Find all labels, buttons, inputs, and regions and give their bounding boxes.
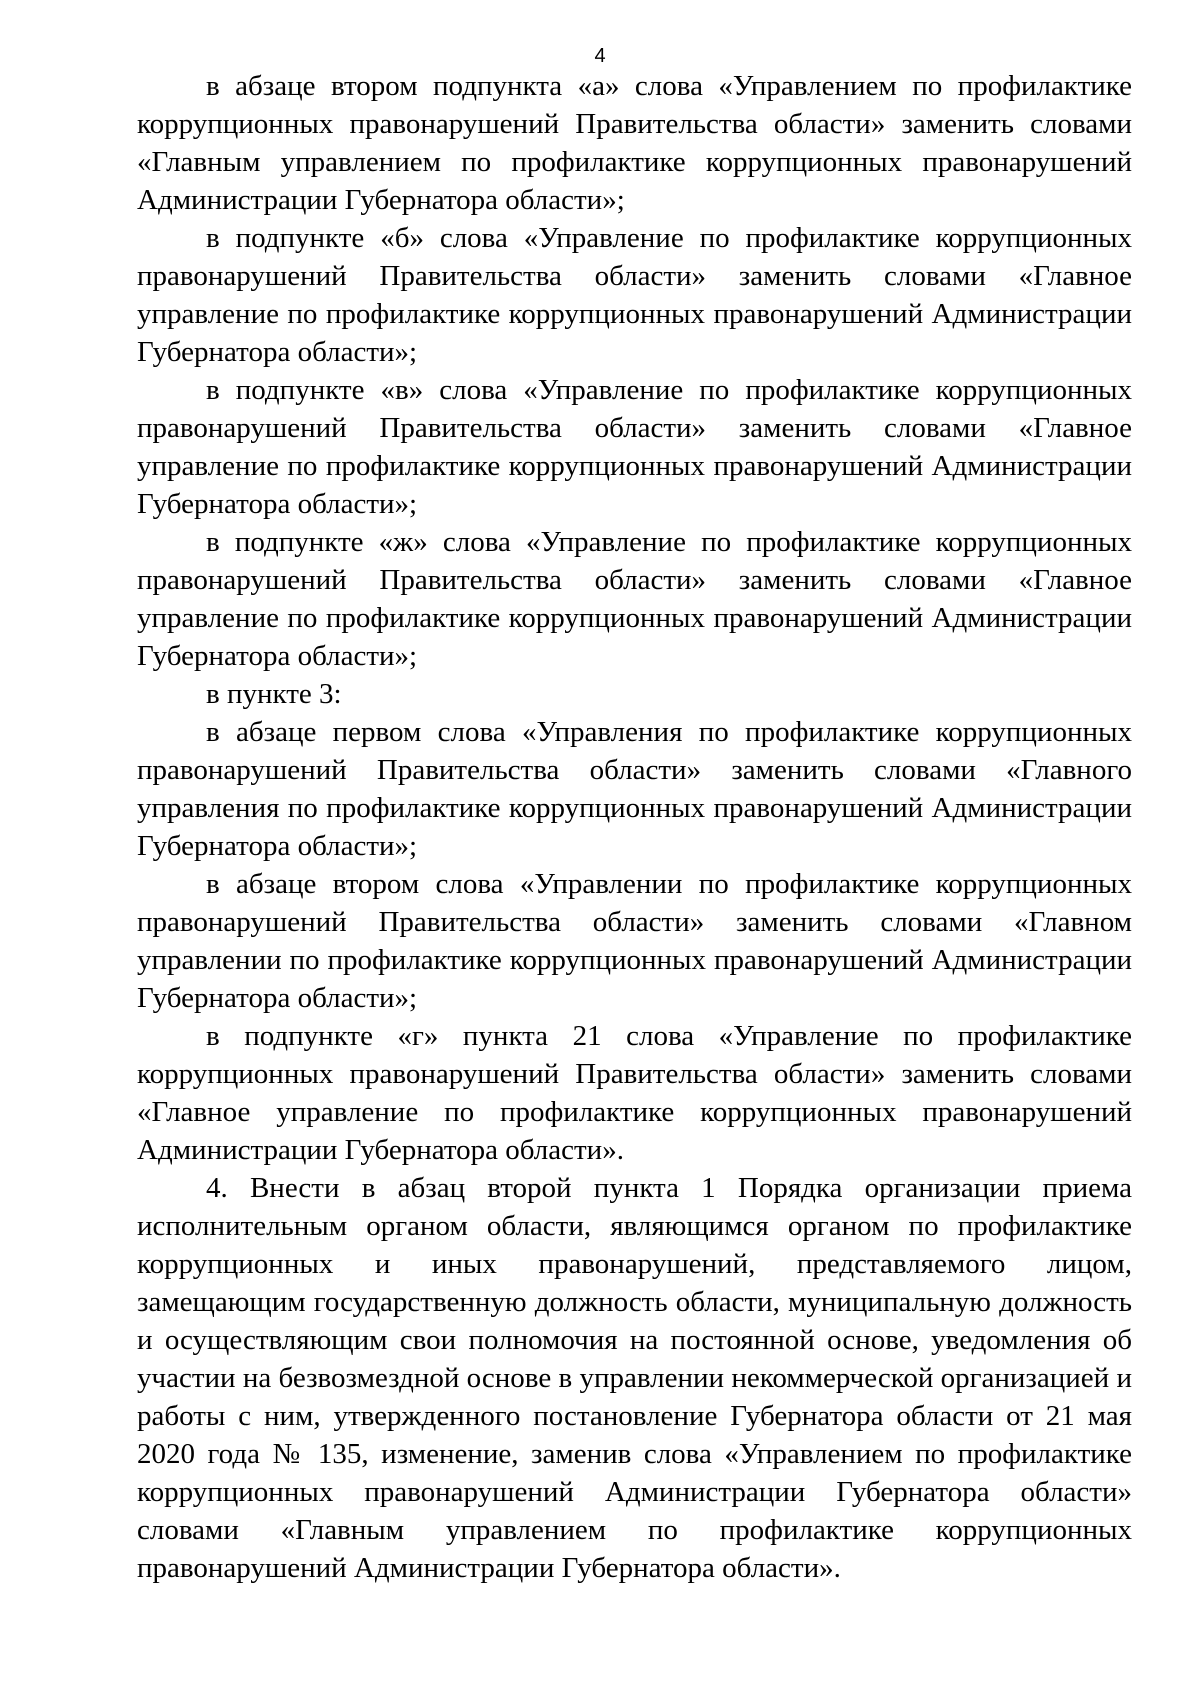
- paragraph-item-3-second: в абзаце втором слова «Управлении по профилактике коррупционных правонарушений Правительства области» заменить словами «Главном управлении по профилактике коррупционных правонарушений Администрации Губернатора области»;: [137, 868, 1132, 1014]
- document-body: [137, 67, 1132, 1587]
- paragraph-subitem-v: в подпункте «в» слова «Управление по профилактике коррупционных правонарушений Правительства области» заменить словами «Главное управление по профилактике коррупционных правонарушений Администрации Губернатора области»;: [137, 374, 1132, 520]
- paragraph-point-4: 4. Внести в абзац второй пункта 1 Порядка организации приема исполнительным органом области, являющимся органом по профилактике коррупционных и иных правонарушений, представляемого лицом, замещающим государственную должность области, муниципальную должность и осуществляющим свои полномочия на постоянной основе, уведомления об участии на безвозмездной основе в управлении некоммерческой организацией и работы с ним, утвержденного постановление Губернатора области от 21 мая 2020 года № 135, изменение, заменив слова «Управлением по профилактике коррупционных правонарушений Администрации Губернатора области» словами «Главным управлением по профилактике коррупционных правонарушений Администрации Губернатора области».: [137, 1172, 1132, 1584]
- paragraph-item-3-first: в абзаце первом слова «Управления по профилактике коррупционных правонарушений Правительства области» заменить словами «Главного управления по профилактике коррупционных правонарушений Администрации Губернатора области»;: [137, 716, 1132, 862]
- paragraph-subitem-b: в подпункте «б» слова «Управление по профилактике коррупционных правонарушений Правительства области» заменить словами «Главное управление по профилактике коррупционных правонарушений Администрации Губернатора области»;: [137, 222, 1132, 368]
- page-number: 4: [594, 45, 606, 67]
- paragraph-subitem-zh: в подпункте «ж» слова «Управление по профилактике коррупционных правонарушений Правительства области» заменить словами «Главное управление по профилактике коррупционных правонарушений Администрации Губернатора области»;: [137, 526, 1132, 672]
- paragraph-subitem-a: в абзаце втором подпункта «а» слова «Управлением по профилактике коррупционных правонарушений Правительства области» заменить словами «Главным управлением по профилактике коррупционных правонарушений Администрации Губернатора области»;: [137, 70, 1132, 216]
- paragraph-item-3-heading: в пункте 3:: [206, 678, 342, 710]
- paragraph-subitem-g: в подпункте «г» пункта 21 слова «Управление по профилактике коррупционных правонарушений Правительства области» заменить словами «Главное управление по профилактике коррупционных правонарушений Администрации Губернатора области».: [137, 1020, 1132, 1166]
